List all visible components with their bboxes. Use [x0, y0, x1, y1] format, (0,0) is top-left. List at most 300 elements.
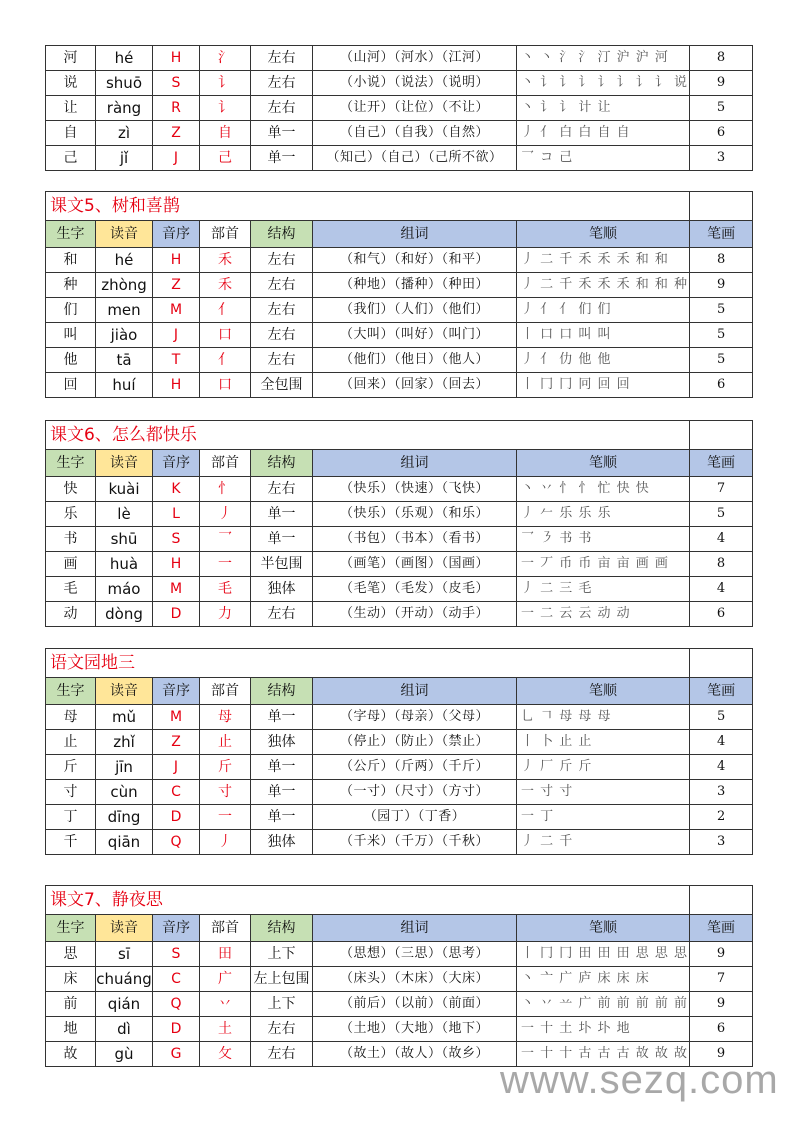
- words-cell: （快乐）（快速）（飞快）: [313, 477, 517, 502]
- stroke-count-cell: 8: [690, 552, 753, 577]
- radical-cell: 攵: [200, 1042, 251, 1067]
- character-cell: 己: [46, 146, 96, 171]
- initial-cell: H: [153, 552, 200, 577]
- character-cell: 河: [46, 46, 96, 71]
- column-header: 部首: [200, 221, 251, 248]
- structure-cell: 左右: [251, 96, 313, 121]
- character-cell: 自: [46, 121, 96, 146]
- structure-cell: 左右: [251, 477, 313, 502]
- column-header: 生字: [46, 915, 96, 942]
- stroke-order-cell: 一 寸 寸: [517, 780, 690, 805]
- initial-cell: D: [153, 1017, 200, 1042]
- structure-cell: 左右: [251, 248, 313, 273]
- initial-cell: J: [153, 146, 200, 171]
- table-row: [46, 1017, 753, 1042]
- column-header: 音序: [153, 450, 200, 477]
- header-row: [46, 450, 753, 477]
- stroke-count-cell: 6: [690, 121, 753, 146]
- stroke-count-cell: 4: [690, 730, 753, 755]
- structure-cell: 单一: [251, 527, 313, 552]
- stroke-count-cell: 2: [690, 805, 753, 830]
- section-title: 课文5、树和喜鹊: [46, 192, 690, 221]
- column-header: 部首: [200, 915, 251, 942]
- words-cell: （他们）（他日）（他人）: [313, 348, 517, 373]
- initial-cell: Z: [153, 730, 200, 755]
- character-cell: 斤: [46, 755, 96, 780]
- title-blank-cell: [690, 886, 753, 915]
- table-row: [46, 527, 753, 552]
- watermark: www.sezq.com: [500, 1058, 779, 1102]
- structure-cell: 单一: [251, 755, 313, 780]
- initial-cell: S: [153, 942, 200, 967]
- initial-cell: J: [153, 323, 200, 348]
- column-header: 生字: [46, 221, 96, 248]
- stroke-count-cell: 9: [690, 992, 753, 1017]
- column-header: 笔顺: [517, 915, 690, 942]
- stroke-count-cell: 8: [690, 46, 753, 71]
- section-title-row: [46, 192, 753, 221]
- radical-cell: 讠: [200, 96, 251, 121]
- table-row: [46, 552, 753, 577]
- stroke-order-cell: 乛 コ 己: [517, 146, 690, 171]
- initial-cell: C: [153, 967, 200, 992]
- words-cell: （毛笔）（毛发）（皮毛）: [313, 577, 517, 602]
- title-blank-cell: [690, 421, 753, 450]
- structure-cell: 左上包围: [251, 967, 313, 992]
- words-cell: （和气）（和好）（和平）: [313, 248, 517, 273]
- pinyin-cell: hé: [96, 46, 153, 71]
- pinyin-cell: gù: [96, 1042, 153, 1067]
- words-cell: （停止）（防止）（禁止）: [313, 730, 517, 755]
- column-header: 笔顺: [517, 221, 690, 248]
- stroke-count-cell: 4: [690, 527, 753, 552]
- words-cell: （前后）（以前）（前面）: [313, 992, 517, 1017]
- table-row: [46, 71, 753, 96]
- character-cell: 前: [46, 992, 96, 1017]
- column-header: 读音: [96, 221, 153, 248]
- pinyin-cell: huí: [96, 373, 153, 398]
- stroke-order-cell: 一 十 十 古 古 古 故 故 故: [517, 1042, 690, 1067]
- initial-cell: S: [153, 527, 200, 552]
- stroke-order-cell: 丿 二 三 毛: [517, 577, 690, 602]
- column-header: 笔顺: [517, 450, 690, 477]
- radical-cell: 讠: [200, 71, 251, 96]
- character-cell: 让: [46, 96, 96, 121]
- radical-cell: 丿: [200, 830, 251, 855]
- initial-cell: M: [153, 705, 200, 730]
- stroke-count-cell: 6: [690, 1017, 753, 1042]
- words-cell: （知己）（自己）（己所不欲）: [313, 146, 517, 171]
- pinyin-cell: mǔ: [96, 705, 153, 730]
- character-cell: 丁: [46, 805, 96, 830]
- section-0: [45, 45, 752, 171]
- character-cell: 乐: [46, 502, 96, 527]
- character-cell: 叫: [46, 323, 96, 348]
- radical-cell: 口: [200, 373, 251, 398]
- initial-cell: M: [153, 298, 200, 323]
- stroke-order-cell: 丨 冂 冂 田 田 田 思 思 思: [517, 942, 690, 967]
- stroke-count-cell: 5: [690, 298, 753, 323]
- radical-cell: 禾: [200, 248, 251, 273]
- initial-cell: Z: [153, 121, 200, 146]
- structure-cell: 独体: [251, 577, 313, 602]
- stroke-order-cell: 丶 丶 氵 氵 汀 沪 沪 河: [517, 46, 690, 71]
- radical-cell: 口: [200, 323, 251, 348]
- radical-cell: 止: [200, 730, 251, 755]
- section-2: [45, 420, 752, 627]
- initial-cell: Z: [153, 273, 200, 298]
- stroke-order-cell: 一 十 土 圤 圤 地: [517, 1017, 690, 1042]
- column-header: 读音: [96, 450, 153, 477]
- column-header: 音序: [153, 915, 200, 942]
- stroke-count-cell: 9: [690, 71, 753, 96]
- initial-cell: H: [153, 373, 200, 398]
- structure-cell: 左右: [251, 348, 313, 373]
- radical-cell: 斤: [200, 755, 251, 780]
- stroke-order-cell: 乚 𠃍 母 母 母: [517, 705, 690, 730]
- character-cell: 他: [46, 348, 96, 373]
- character-cell: 思: [46, 942, 96, 967]
- structure-cell: 左右: [251, 46, 313, 71]
- words-cell: （回来）（回家）（回去）: [313, 373, 517, 398]
- words-cell: （我们）（人们）（他们）: [313, 298, 517, 323]
- header-row: [46, 915, 753, 942]
- radical-cell: 丿: [200, 502, 251, 527]
- structure-cell: 左右: [251, 323, 313, 348]
- radical-cell: 乛: [200, 527, 251, 552]
- stroke-order-cell: 丨 冂 冂 冋 回 回: [517, 373, 690, 398]
- character-cell: 画: [46, 552, 96, 577]
- structure-cell: 单一: [251, 705, 313, 730]
- column-header: 笔画: [690, 678, 753, 705]
- structure-cell: 左右: [251, 1017, 313, 1042]
- words-cell: （书包）（书本）（看书）: [313, 527, 517, 552]
- initial-cell: L: [153, 502, 200, 527]
- header-row: [46, 678, 753, 705]
- character-cell: 和: [46, 248, 96, 273]
- stroke-order-cell: 丿 亻 亻 们 们: [517, 298, 690, 323]
- column-header: 结构: [251, 678, 313, 705]
- column-header: 笔顺: [517, 678, 690, 705]
- stroke-order-cell: 丶 讠 讠 讠 讠 讠 讠 讠 说: [517, 71, 690, 96]
- stroke-count-cell: 5: [690, 705, 753, 730]
- stroke-order-cell: 一 二 云 云 动 动: [517, 602, 690, 627]
- section-4: [45, 885, 752, 1067]
- pinyin-cell: dì: [96, 1017, 153, 1042]
- table-row: [46, 502, 753, 527]
- initial-cell: Q: [153, 830, 200, 855]
- column-header: 结构: [251, 221, 313, 248]
- table-row: [46, 830, 753, 855]
- stroke-count-cell: 5: [690, 502, 753, 527]
- words-cell: （公斤）（斤两）（千斤）: [313, 755, 517, 780]
- pinyin-cell: cùn: [96, 780, 153, 805]
- structure-cell: 全包围: [251, 373, 313, 398]
- words-cell: （画笔）（画图）（国画）: [313, 552, 517, 577]
- character-cell: 回: [46, 373, 96, 398]
- stroke-count-cell: 4: [690, 755, 753, 780]
- section-title-row: [46, 886, 753, 915]
- structure-cell: 上下: [251, 942, 313, 967]
- stroke-order-cell: 丶 丷 䒑 广 前 前 前 前 前: [517, 992, 690, 1017]
- radical-cell: 自: [200, 121, 251, 146]
- character-cell: 毛: [46, 577, 96, 602]
- column-header: 笔画: [690, 450, 753, 477]
- table-row: [46, 477, 753, 502]
- initial-cell: R: [153, 96, 200, 121]
- stroke-count-cell: 5: [690, 323, 753, 348]
- stroke-order-cell: 丶 亠 广 庐 床 床 床: [517, 967, 690, 992]
- table-row: [46, 967, 753, 992]
- pinyin-cell: men: [96, 298, 153, 323]
- table-row: [46, 323, 753, 348]
- column-header: 结构: [251, 450, 313, 477]
- pinyin-cell: qiān: [96, 830, 153, 855]
- table-row: [46, 730, 753, 755]
- character-cell: 止: [46, 730, 96, 755]
- stroke-count-cell: 4: [690, 577, 753, 602]
- structure-cell: 左右: [251, 602, 313, 627]
- words-cell: （生动）（开动）（动手）: [313, 602, 517, 627]
- column-header: 笔画: [690, 915, 753, 942]
- column-header: 部首: [200, 678, 251, 705]
- character-cell: 种: [46, 273, 96, 298]
- character-table: [45, 45, 753, 171]
- character-cell: 寸: [46, 780, 96, 805]
- initial-cell: M: [153, 577, 200, 602]
- radical-cell: 一: [200, 552, 251, 577]
- structure-cell: 单一: [251, 146, 313, 171]
- pinyin-cell: kuài: [96, 477, 153, 502]
- words-cell: （小说）（说法）（说明）: [313, 71, 517, 96]
- stroke-count-cell: 6: [690, 373, 753, 398]
- words-cell: （土地）（大地）（地下）: [313, 1017, 517, 1042]
- character-cell: 故: [46, 1042, 96, 1067]
- column-header: 结构: [251, 915, 313, 942]
- words-cell: （大叫）（叫好）（叫门）: [313, 323, 517, 348]
- column-header: 笔画: [690, 221, 753, 248]
- initial-cell: S: [153, 71, 200, 96]
- pinyin-cell: huà: [96, 552, 153, 577]
- radical-cell: 一: [200, 805, 251, 830]
- pinyin-cell: shuō: [96, 71, 153, 96]
- pinyin-cell: dòng: [96, 602, 153, 627]
- pinyin-cell: jiào: [96, 323, 153, 348]
- initial-cell: C: [153, 780, 200, 805]
- column-header: 组词: [313, 915, 517, 942]
- stroke-order-cell: 乛 ㇋ 书 书: [517, 527, 690, 552]
- pinyin-cell: ràng: [96, 96, 153, 121]
- stroke-count-cell: 3: [690, 780, 753, 805]
- section-3: [45, 648, 752, 855]
- stroke-order-cell: 丶 丷 忄 忄 忙 快 快: [517, 477, 690, 502]
- structure-cell: 左右: [251, 273, 313, 298]
- structure-cell: 单一: [251, 805, 313, 830]
- stroke-order-cell: 一 丁: [517, 805, 690, 830]
- character-cell: 快: [46, 477, 96, 502]
- character-cell: 书: [46, 527, 96, 552]
- words-cell: （快乐）（乐观）（和乐）: [313, 502, 517, 527]
- character-cell: 们: [46, 298, 96, 323]
- radical-cell: 亻: [200, 298, 251, 323]
- words-cell: （故土）（故人）（故乡）: [313, 1042, 517, 1067]
- column-header: 生字: [46, 450, 96, 477]
- table-row: [46, 805, 753, 830]
- section-title-row: [46, 421, 753, 450]
- stroke-count-cell: 8: [690, 248, 753, 273]
- table-row: [46, 373, 753, 398]
- stroke-count-cell: 5: [690, 96, 753, 121]
- radical-cell: 田: [200, 942, 251, 967]
- words-cell: （自己）（自我）（自然）: [313, 121, 517, 146]
- header-row: [46, 221, 753, 248]
- table-row: [46, 46, 753, 71]
- column-header: 音序: [153, 678, 200, 705]
- radical-cell: 禾: [200, 273, 251, 298]
- character-table: [45, 191, 753, 398]
- section-1: [45, 191, 752, 398]
- stroke-count-cell: 9: [690, 273, 753, 298]
- table-row: [46, 121, 753, 146]
- column-header: 音序: [153, 221, 200, 248]
- radical-cell: 寸: [200, 780, 251, 805]
- words-cell: （千米）（千万）（千秋）: [313, 830, 517, 855]
- structure-cell: 左右: [251, 298, 313, 323]
- structure-cell: 左右: [251, 1042, 313, 1067]
- table-row: [46, 755, 753, 780]
- words-cell: （让开）（让位）（不让）: [313, 96, 517, 121]
- stroke-order-cell: 丿 二 千 禾 禾 禾 和 和: [517, 248, 690, 273]
- stroke-count-cell: 7: [690, 967, 753, 992]
- pinyin-cell: zhòng: [96, 273, 153, 298]
- stroke-order-cell: 丿 二 千: [517, 830, 690, 855]
- radical-cell: 力: [200, 602, 251, 627]
- radical-cell: 亻: [200, 348, 251, 373]
- initial-cell: K: [153, 477, 200, 502]
- structure-cell: 独体: [251, 730, 313, 755]
- pinyin-cell: zhǐ: [96, 730, 153, 755]
- pinyin-cell: sī: [96, 942, 153, 967]
- radical-cell: 广: [200, 967, 251, 992]
- initial-cell: D: [153, 602, 200, 627]
- initial-cell: H: [153, 46, 200, 71]
- radical-cell: 己: [200, 146, 251, 171]
- column-header: 读音: [96, 678, 153, 705]
- column-header: 组词: [313, 221, 517, 248]
- character-cell: 床: [46, 967, 96, 992]
- column-header: 生字: [46, 678, 96, 705]
- stroke-order-cell: 丿 二 千 禾 禾 禾 和 和 种: [517, 273, 690, 298]
- character-cell: 说: [46, 71, 96, 96]
- radical-cell: 丷: [200, 992, 251, 1017]
- structure-cell: 单一: [251, 780, 313, 805]
- character-cell: 地: [46, 1017, 96, 1042]
- pinyin-cell: máo: [96, 577, 153, 602]
- initial-cell: T: [153, 348, 200, 373]
- radical-cell: 土: [200, 1017, 251, 1042]
- column-header: 组词: [313, 450, 517, 477]
- stroke-order-cell: 丨 卜 止 止: [517, 730, 690, 755]
- table-row: [46, 348, 753, 373]
- character-table: [45, 420, 753, 627]
- table-row: [46, 602, 753, 627]
- radical-cell: 忄: [200, 477, 251, 502]
- table-row: [46, 705, 753, 730]
- words-cell: （种地）（播种）（种田）: [313, 273, 517, 298]
- pinyin-cell: qián: [96, 992, 153, 1017]
- stroke-order-cell: 一 丆 币 币 亩 亩 画 画: [517, 552, 690, 577]
- column-header: 读音: [96, 915, 153, 942]
- initial-cell: D: [153, 805, 200, 830]
- radical-cell: 氵: [200, 46, 251, 71]
- pinyin-cell: jīn: [96, 755, 153, 780]
- stroke-count-cell: 5: [690, 348, 753, 373]
- stroke-order-cell: 丿 亻 白 白 自 自: [517, 121, 690, 146]
- words-cell: （山河）（河水）（江河）: [313, 46, 517, 71]
- character-table: [45, 885, 753, 1067]
- stroke-count-cell: 6: [690, 602, 753, 627]
- radical-cell: 母: [200, 705, 251, 730]
- table-row: [46, 248, 753, 273]
- words-cell: （字母）（母亲）（父母）: [313, 705, 517, 730]
- stroke-count-cell: 9: [690, 1042, 753, 1067]
- stroke-order-cell: 丨 口 口 叫 叫: [517, 323, 690, 348]
- initial-cell: G: [153, 1042, 200, 1067]
- pinyin-cell: jǐ: [96, 146, 153, 171]
- pinyin-cell: dīng: [96, 805, 153, 830]
- character-cell: 母: [46, 705, 96, 730]
- stroke-order-cell: 丿 厂 斤 斤: [517, 755, 690, 780]
- title-blank-cell: [690, 192, 753, 221]
- column-header: 部首: [200, 450, 251, 477]
- initial-cell: H: [153, 248, 200, 273]
- pinyin-cell: zì: [96, 121, 153, 146]
- table-row: [46, 298, 753, 323]
- stroke-count-cell: 3: [690, 146, 753, 171]
- words-cell: （思想）（三思）（思考）: [313, 942, 517, 967]
- pinyin-cell: tā: [96, 348, 153, 373]
- stroke-count-cell: 3: [690, 830, 753, 855]
- words-cell: （一寸）（尺寸）（方寸）: [313, 780, 517, 805]
- pinyin-cell: chuáng: [96, 967, 153, 992]
- stroke-order-cell: 丿 亻 仂 他 他: [517, 348, 690, 373]
- structure-cell: 半包围: [251, 552, 313, 577]
- initial-cell: J: [153, 755, 200, 780]
- table-row: [46, 96, 753, 121]
- character-table: [45, 648, 753, 855]
- initial-cell: Q: [153, 992, 200, 1017]
- structure-cell: 独体: [251, 830, 313, 855]
- section-title-row: [46, 649, 753, 678]
- table-row: [46, 780, 753, 805]
- table-row: [46, 146, 753, 171]
- words-cell: （园丁）（丁香）: [313, 805, 517, 830]
- stroke-count-cell: 7: [690, 477, 753, 502]
- table-row: [46, 577, 753, 602]
- character-cell: 动: [46, 602, 96, 627]
- table-row: [46, 992, 753, 1017]
- structure-cell: 左右: [251, 71, 313, 96]
- section-title: 语文园地三: [46, 649, 690, 678]
- stroke-count-cell: 9: [690, 942, 753, 967]
- structure-cell: 单一: [251, 121, 313, 146]
- pinyin-cell: hé: [96, 248, 153, 273]
- character-cell: 千: [46, 830, 96, 855]
- table-row: [46, 273, 753, 298]
- title-blank-cell: [690, 649, 753, 678]
- words-cell: （床头）（木床）（大床）: [313, 967, 517, 992]
- pinyin-cell: shū: [96, 527, 153, 552]
